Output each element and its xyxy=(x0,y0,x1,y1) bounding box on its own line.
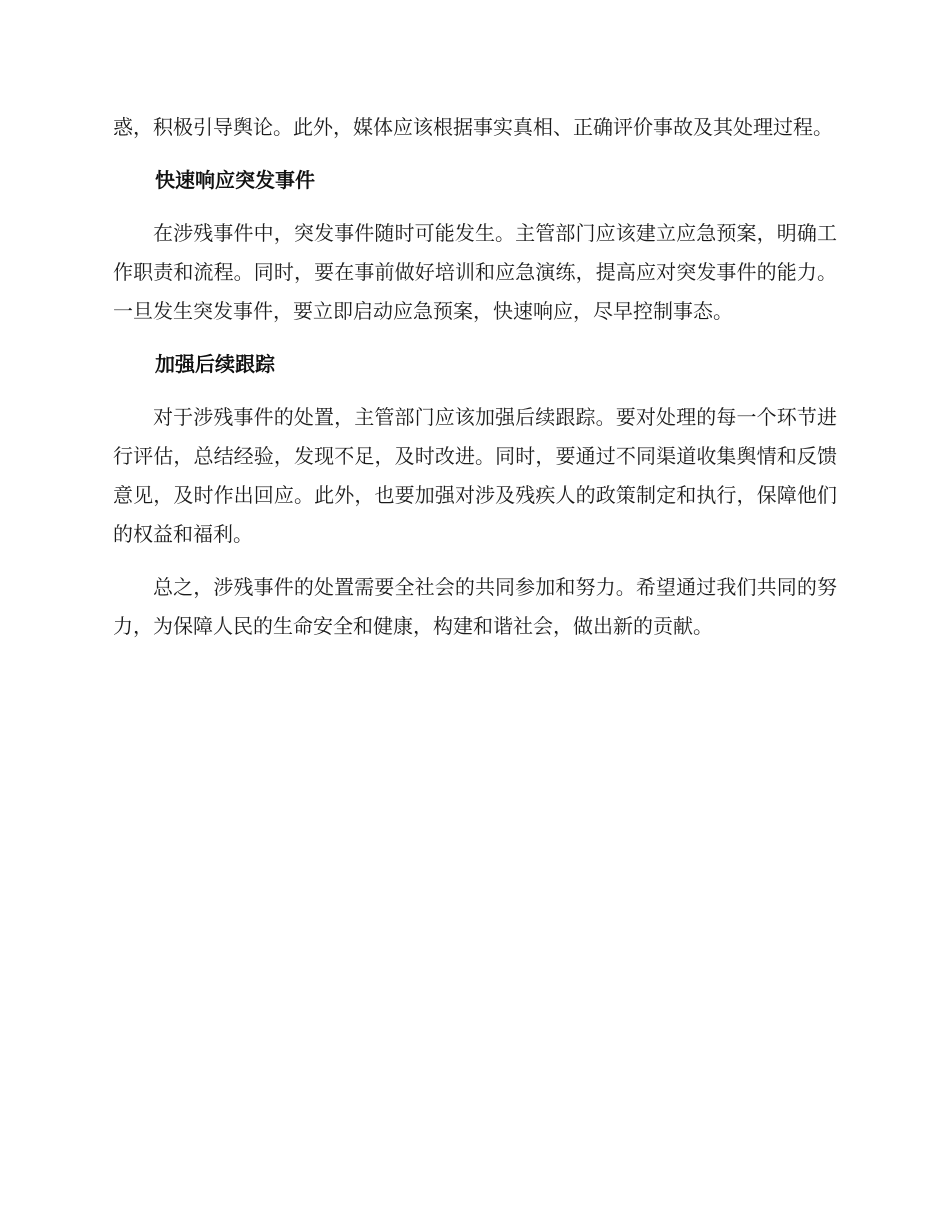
conclusion-paragraph: 总之，涉残事件的处置需要全社会的共同参加和努力。希望通过我们共同的努力，为保障人民的生命安全和健康，构建和谐社会，做出新的贡献。 xyxy=(113,575,837,638)
section-body-follow-up: 对于涉残事件的处置，主管部门应该加强后续跟踪。要对处理的每一个环节进行评估，总结经验，发现不足，及时改进。同时，要通过不同渠道收集舆情和反馈意见，及时作出回应。此外，也要加强对涉及残疾人的政策制定和执行，保障他们的权益和福利。 xyxy=(113,405,837,546)
section-heading-follow-up: 加强后续跟踪 xyxy=(155,352,275,376)
section-body-rapid-response: 在涉残事件中，突发事件随时可能发生。主管部门应该建立应急预案，明确工作职责和流程。同时，要在事前做好培训和应急演练，提高应对突发事件的能力。一旦发生突发事件，要立即启动应急预案，快速响应，尽早控制事态。 xyxy=(113,221,837,323)
section-heading-rapid-response: 快速响应突发事件 xyxy=(155,168,315,192)
continuation-paragraph: 惑，积极引导舆论。此外，媒体应该根据事实真相、正确评价事故及其处理过程。 xyxy=(113,115,833,139)
